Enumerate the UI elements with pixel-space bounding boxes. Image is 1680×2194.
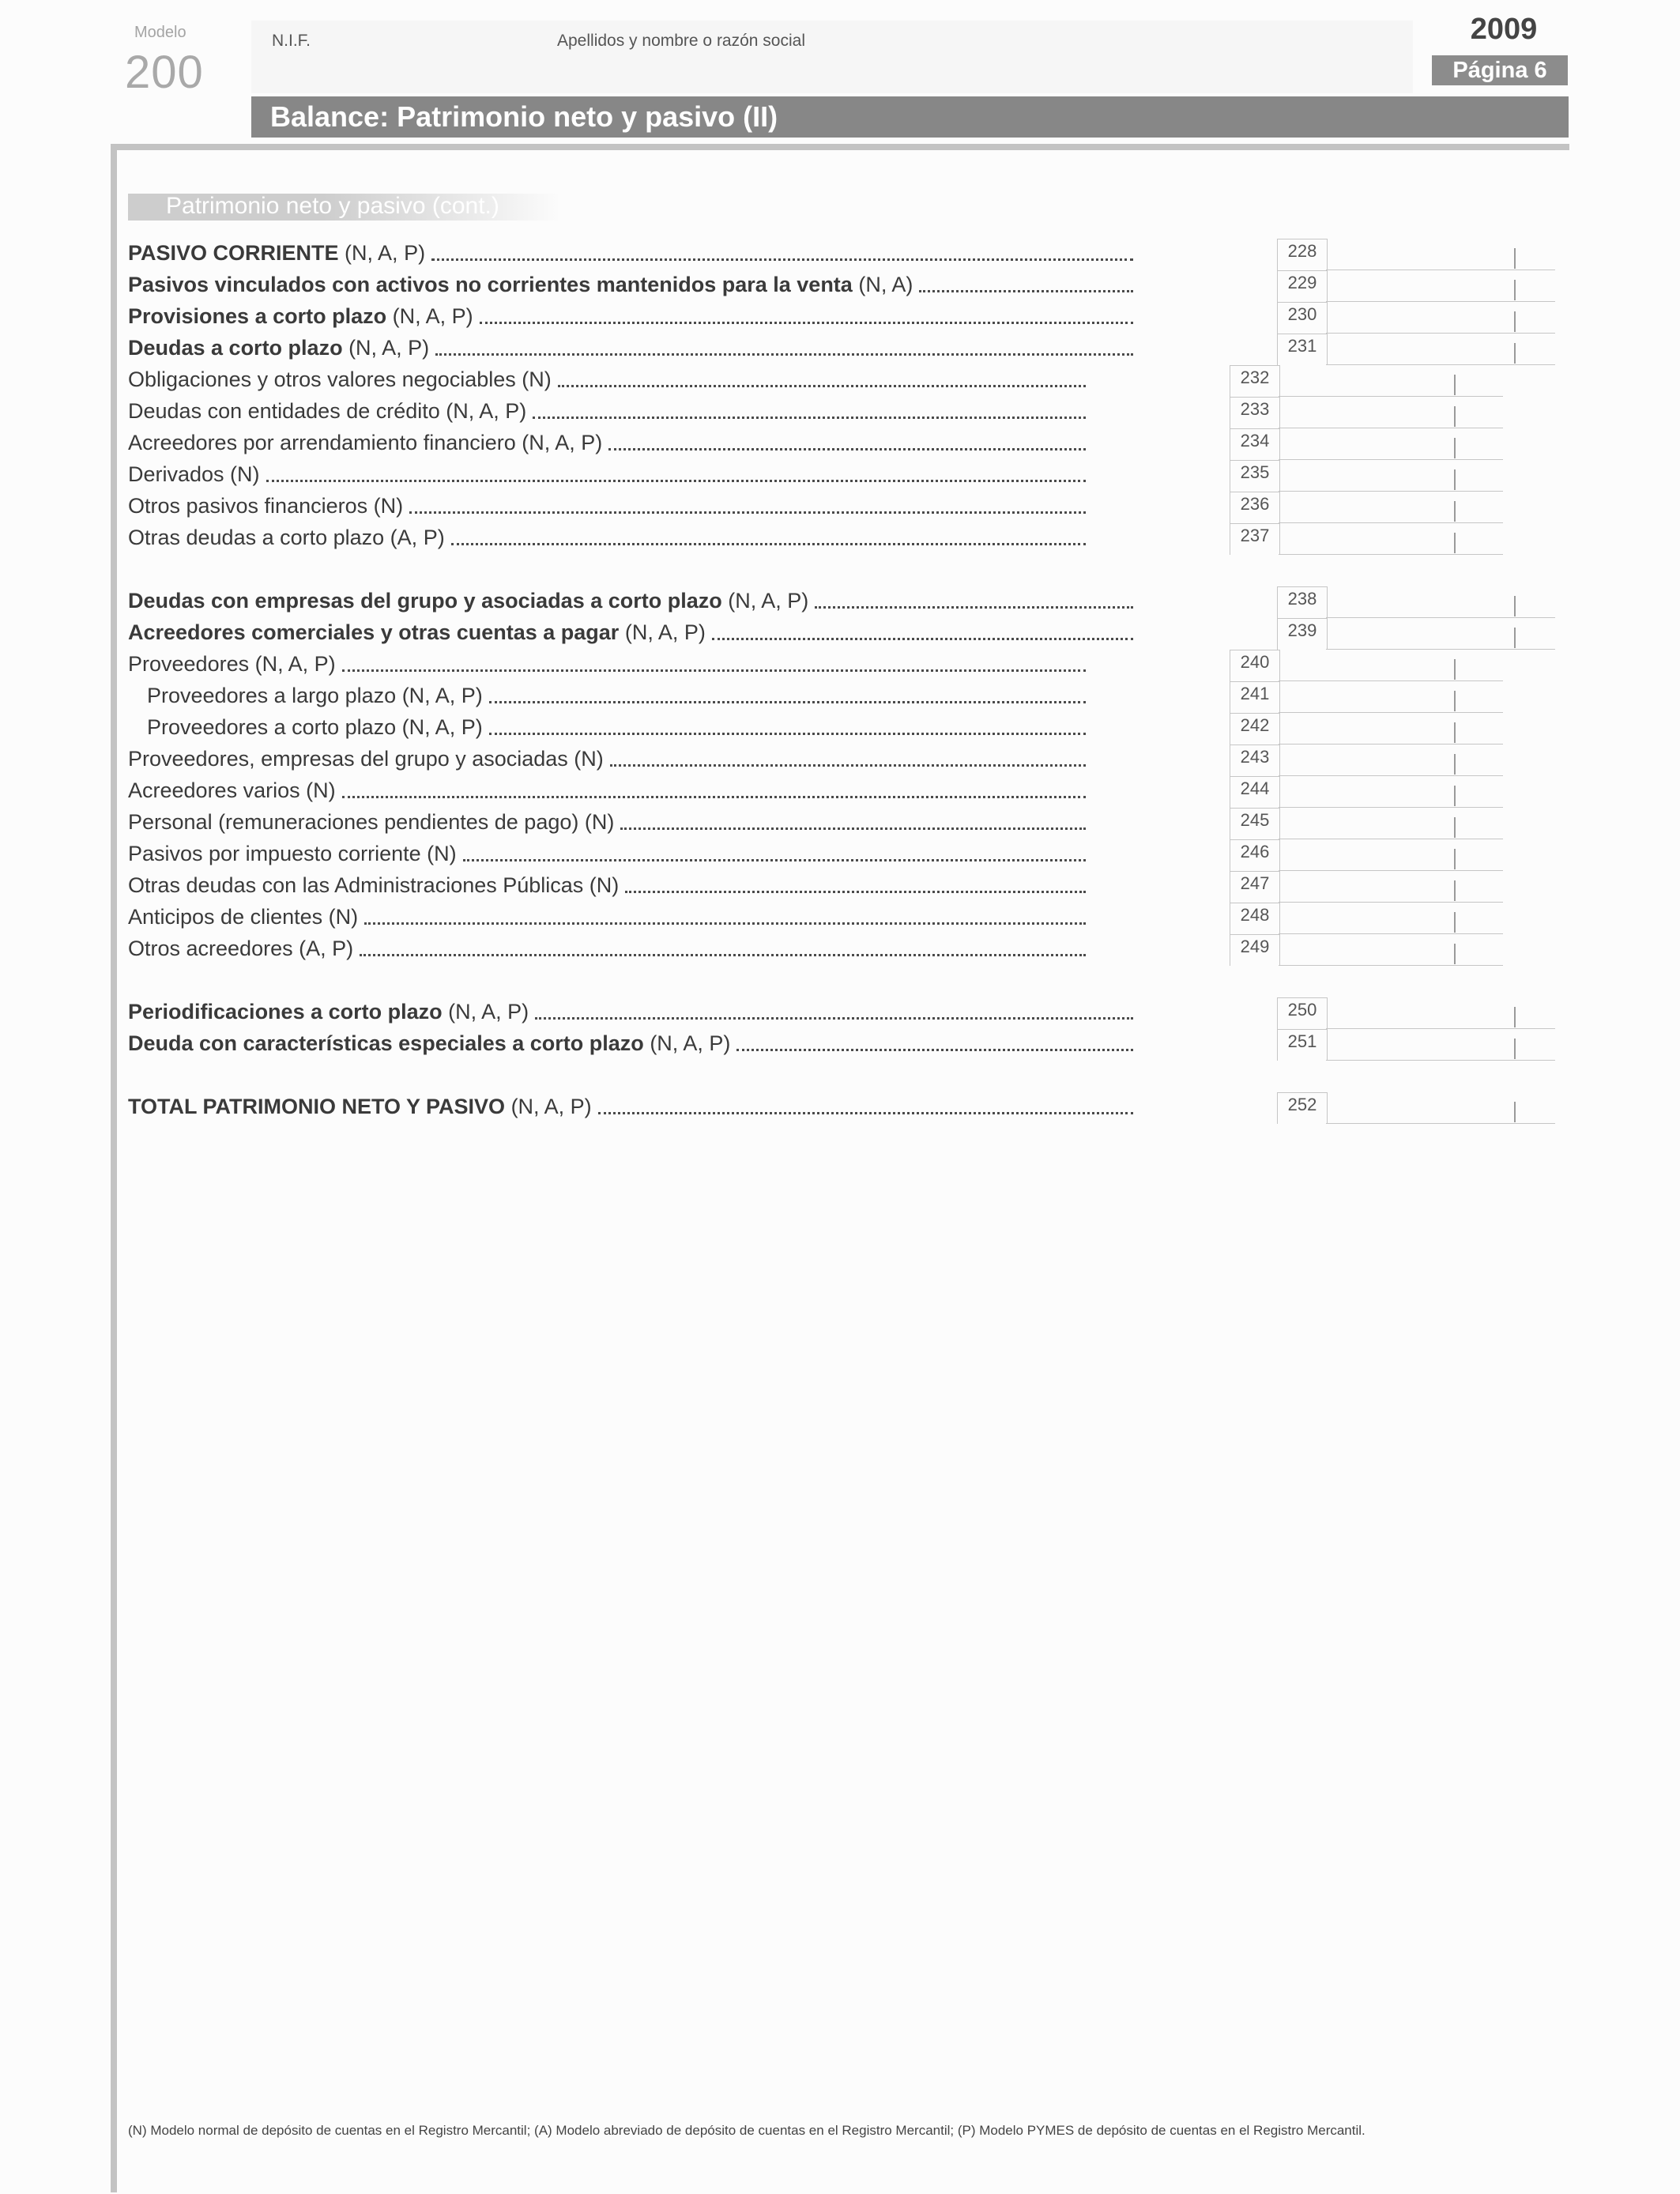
row-label-text: Otros acreedores (A, P) bbox=[128, 937, 354, 960]
box-code: 232 bbox=[1230, 365, 1280, 397]
table-row bbox=[128, 808, 1550, 839]
amount-field[interactable] bbox=[1279, 808, 1503, 839]
row-label bbox=[147, 684, 483, 708]
row-label-bold: Periodificaciones a corto plazo bbox=[128, 1000, 443, 1023]
box-code: 249 bbox=[1230, 934, 1280, 966]
table-row bbox=[128, 523, 1550, 555]
row-label bbox=[128, 431, 602, 455]
row-label-bold: Acreedores comerciales y otras cuentas a pagar bbox=[128, 620, 620, 644]
leader-dots bbox=[608, 448, 1086, 450]
footnote: (N) Modelo normal de depósito de cuentas en el Registro Mercantil; (A) Modelo abreviado de depósito de cuentas en el Registro Mercantil; (P) Modelo PYMES de depósito de cuentas en el Registro Mercantil. bbox=[128, 2123, 1365, 2138]
table-row bbox=[128, 1029, 1550, 1061]
nif-label: N.I.F. bbox=[272, 32, 311, 50]
decimal-separator bbox=[1454, 406, 1456, 427]
leader-dots bbox=[736, 1049, 1133, 1051]
row-label bbox=[128, 241, 425, 266]
leader-dots bbox=[598, 1112, 1133, 1114]
amount-field[interactable] bbox=[1326, 270, 1555, 302]
table-row bbox=[128, 618, 1550, 650]
amount-field[interactable] bbox=[1279, 428, 1503, 460]
decimal-separator bbox=[1454, 533, 1456, 553]
table-row bbox=[128, 934, 1550, 966]
table-row bbox=[128, 302, 1550, 334]
modelo-label: Modelo bbox=[134, 24, 186, 41]
box-code: 251 bbox=[1277, 1029, 1328, 1061]
leader-dots bbox=[360, 954, 1086, 956]
decimal-separator bbox=[1454, 880, 1456, 901]
leader-dots bbox=[480, 322, 1133, 324]
row-label-bold: Provisiones a corto plazo bbox=[128, 304, 387, 328]
leader-dots bbox=[463, 859, 1086, 861]
row-label-text: Proveedores (N, A, P) bbox=[128, 652, 336, 676]
row-label bbox=[128, 1000, 529, 1024]
leader-dots bbox=[533, 417, 1086, 419]
box-code: 228 bbox=[1277, 239, 1328, 270]
section-title: Patrimonio neto y pasivo (cont.) bbox=[166, 193, 499, 219]
leader-dots bbox=[489, 701, 1086, 703]
row-label bbox=[128, 842, 457, 866]
row-label bbox=[128, 494, 403, 518]
row-label-bold: PASIVO CORRIENTE bbox=[128, 241, 339, 265]
row-label-text: Acreedores por arrendamiento financiero (N, A, P) bbox=[128, 431, 603, 454]
table-row bbox=[128, 586, 1550, 618]
amount-field[interactable] bbox=[1279, 934, 1503, 966]
amount-field[interactable] bbox=[1279, 713, 1503, 745]
amount-field[interactable] bbox=[1279, 492, 1503, 523]
table-row bbox=[128, 397, 1550, 428]
table-row bbox=[128, 239, 1550, 270]
row-label bbox=[128, 273, 913, 297]
row-label bbox=[128, 526, 445, 550]
row-label-text: Personal (remuneraciones pendientes de pago) (N) bbox=[128, 810, 615, 834]
box-code: 240 bbox=[1230, 650, 1280, 681]
amount-field[interactable] bbox=[1279, 871, 1503, 903]
modelo-number: 200 bbox=[125, 47, 204, 98]
decimal-separator bbox=[1454, 438, 1456, 458]
decimal-separator bbox=[1454, 912, 1456, 933]
row-label bbox=[128, 937, 353, 961]
box-code: 250 bbox=[1277, 997, 1328, 1029]
name-label: Apellidos y nombre o razón social bbox=[557, 32, 805, 50]
leader-dots bbox=[489, 733, 1086, 735]
decimal-separator bbox=[1454, 817, 1456, 838]
row-label-text: Proveedores a corto plazo (N, A, P) bbox=[147, 715, 483, 739]
amount-field[interactable] bbox=[1279, 523, 1503, 555]
box-code: 246 bbox=[1230, 839, 1280, 871]
row-label bbox=[128, 747, 604, 771]
leader-dots bbox=[625, 891, 1086, 893]
row-label-text: Otros pasivos financieros (N) bbox=[128, 494, 404, 518]
row-label-text: Derivados (N) bbox=[128, 462, 260, 486]
row-label bbox=[128, 462, 260, 487]
row-label-bold: Deuda con características especiales a corto plazo bbox=[128, 1031, 644, 1055]
row-label-text: Anticipos de clientes (N) bbox=[128, 905, 359, 929]
row-label bbox=[128, 399, 526, 424]
row-label-text: (N, A, P) bbox=[721, 589, 809, 613]
row-label-bold: TOTAL PATRIMONIO NETO Y PASIVO bbox=[128, 1095, 506, 1118]
table-row bbox=[128, 428, 1550, 460]
row-label-bold: Deudas con empresas del grupo y asociadas a corto plazo bbox=[128, 589, 722, 613]
table-row bbox=[128, 492, 1550, 523]
table-row bbox=[128, 997, 1550, 1029]
row-label bbox=[128, 1095, 592, 1119]
amount-field[interactable] bbox=[1279, 365, 1503, 397]
box-code: 236 bbox=[1230, 492, 1280, 523]
table-row bbox=[128, 903, 1550, 934]
identification-box bbox=[251, 21, 1413, 93]
box-code: 239 bbox=[1277, 618, 1328, 650]
box-code: 242 bbox=[1230, 713, 1280, 745]
decimal-separator bbox=[1514, 1007, 1516, 1027]
row-label bbox=[128, 652, 336, 677]
amount-field[interactable] bbox=[1326, 239, 1555, 270]
row-label-text: Otras deudas a corto plazo (A, P) bbox=[128, 526, 445, 549]
leader-dots bbox=[451, 543, 1086, 545]
box-code: 238 bbox=[1277, 586, 1328, 618]
row-label-text: (N, A, P) bbox=[386, 304, 473, 328]
decimal-separator bbox=[1514, 280, 1516, 300]
box-code: 230 bbox=[1277, 302, 1328, 334]
decimal-separator bbox=[1514, 248, 1516, 269]
table-row bbox=[128, 713, 1550, 745]
amount-field[interactable] bbox=[1279, 397, 1503, 428]
row-label-text: Deudas con entidades de crédito (N, A, P) bbox=[128, 399, 527, 423]
table-row bbox=[128, 270, 1550, 302]
row-label bbox=[128, 873, 619, 898]
page-badge: Página 6 bbox=[1432, 55, 1568, 85]
leader-dots bbox=[620, 827, 1086, 830]
row-label-text: (N, A, P) bbox=[442, 1000, 529, 1023]
page-title: Balance: Patrimonio neto y pasivo (II) bbox=[270, 100, 778, 133]
decimal-separator bbox=[1454, 722, 1456, 743]
leader-dots bbox=[558, 385, 1086, 387]
row-label-text: Proveedores a largo plazo (N, A, P) bbox=[147, 684, 483, 707]
table-row bbox=[128, 460, 1550, 492]
row-label-text: Proveedores, empresas del grupo y asociadas (N) bbox=[128, 747, 604, 771]
decimal-separator bbox=[1454, 659, 1456, 680]
decimal-separator bbox=[1514, 628, 1516, 648]
leader-dots bbox=[409, 511, 1086, 514]
frame-top-border bbox=[111, 144, 1569, 150]
amount-field[interactable] bbox=[1279, 745, 1503, 776]
table-row bbox=[128, 650, 1550, 681]
decimal-separator bbox=[1514, 1039, 1516, 1059]
box-code: 237 bbox=[1230, 523, 1280, 555]
decimal-separator bbox=[1454, 501, 1456, 522]
table-row bbox=[128, 871, 1550, 903]
leader-dots bbox=[431, 258, 1133, 261]
box-code: 247 bbox=[1230, 871, 1280, 903]
row-label-bold: Pasivos vinculados con activos no corrientes mantenidos para la venta bbox=[128, 273, 853, 296]
table-row bbox=[128, 1092, 1550, 1124]
decimal-separator bbox=[1454, 375, 1456, 395]
amount-field[interactable] bbox=[1326, 334, 1555, 365]
box-code: 231 bbox=[1277, 334, 1328, 365]
leader-dots bbox=[535, 1017, 1133, 1020]
amount-field[interactable] bbox=[1326, 1092, 1555, 1124]
decimal-separator bbox=[1454, 944, 1456, 964]
decimal-separator bbox=[1514, 311, 1516, 332]
leader-dots bbox=[815, 606, 1133, 609]
box-code: 234 bbox=[1230, 428, 1280, 460]
amount-field[interactable] bbox=[1326, 997, 1555, 1029]
row-label bbox=[147, 715, 483, 740]
row-label bbox=[128, 589, 808, 613]
amount-field[interactable] bbox=[1279, 681, 1503, 713]
table-row bbox=[128, 681, 1550, 713]
table-row bbox=[128, 839, 1550, 871]
table-row bbox=[128, 745, 1550, 776]
row-label bbox=[128, 620, 706, 645]
leader-dots bbox=[364, 922, 1086, 925]
box-code: 235 bbox=[1230, 460, 1280, 492]
frame-left-border bbox=[111, 144, 117, 2192]
decimal-separator bbox=[1454, 786, 1456, 806]
table-row bbox=[128, 776, 1550, 808]
box-code: 252 bbox=[1277, 1092, 1328, 1124]
amount-field[interactable] bbox=[1279, 903, 1503, 934]
decimal-separator bbox=[1454, 754, 1456, 775]
row-label-text: Obligaciones y otros valores negociables (N) bbox=[128, 368, 552, 391]
leader-dots bbox=[919, 290, 1133, 292]
amount-field[interactable] bbox=[1326, 302, 1555, 334]
table-row bbox=[128, 334, 1550, 365]
decimal-separator bbox=[1514, 343, 1516, 364]
row-label-text: (N, A, P) bbox=[619, 620, 706, 644]
box-code: 243 bbox=[1230, 745, 1280, 776]
row-label bbox=[128, 336, 429, 360]
amount-field[interactable] bbox=[1279, 839, 1503, 871]
decimal-separator bbox=[1454, 849, 1456, 869]
row-label-text: (N, A, P) bbox=[505, 1095, 592, 1118]
row-label-bold: Deudas a corto plazo bbox=[128, 336, 343, 360]
row-label-text: (N, A) bbox=[852, 273, 913, 296]
leader-dots bbox=[266, 480, 1086, 482]
box-code: 229 bbox=[1277, 270, 1328, 302]
row-label-text: Otras deudas con las Administraciones Públicas (N) bbox=[128, 873, 620, 897]
row-label bbox=[128, 368, 552, 392]
row-label bbox=[128, 810, 614, 835]
row-label bbox=[128, 905, 358, 929]
amount-field[interactable] bbox=[1326, 586, 1555, 618]
leader-dots bbox=[435, 353, 1133, 356]
table-row bbox=[128, 365, 1550, 397]
box-code: 245 bbox=[1230, 808, 1280, 839]
amount-field[interactable] bbox=[1326, 618, 1555, 650]
year: 2009 bbox=[1470, 13, 1538, 46]
row-label-text: (N, A, P) bbox=[338, 241, 426, 265]
box-code: 241 bbox=[1230, 681, 1280, 713]
decimal-separator bbox=[1454, 469, 1456, 490]
row-label-text: Pasivos por impuesto corriente (N) bbox=[128, 842, 457, 865]
row-label-text: (N, A, P) bbox=[342, 336, 430, 360]
row-label-text: Acreedores varios (N) bbox=[128, 778, 336, 802]
box-code: 244 bbox=[1230, 776, 1280, 808]
amount-field[interactable] bbox=[1326, 1029, 1555, 1061]
row-label bbox=[128, 304, 473, 329]
leader-dots bbox=[342, 669, 1086, 672]
decimal-separator bbox=[1514, 1102, 1516, 1122]
amount-field[interactable] bbox=[1279, 650, 1503, 681]
decimal-separator bbox=[1514, 596, 1516, 616]
box-code: 248 bbox=[1230, 903, 1280, 934]
decimal-separator bbox=[1454, 691, 1456, 711]
box-code: 233 bbox=[1230, 397, 1280, 428]
leader-dots bbox=[712, 638, 1133, 640]
row-label bbox=[128, 778, 336, 803]
leader-dots bbox=[610, 764, 1086, 767]
leader-dots bbox=[342, 796, 1086, 798]
amount-field[interactable] bbox=[1279, 460, 1503, 492]
row-label bbox=[128, 1031, 730, 1056]
amount-field[interactable] bbox=[1279, 776, 1503, 808]
row-label-text: (N, A, P) bbox=[643, 1031, 731, 1055]
